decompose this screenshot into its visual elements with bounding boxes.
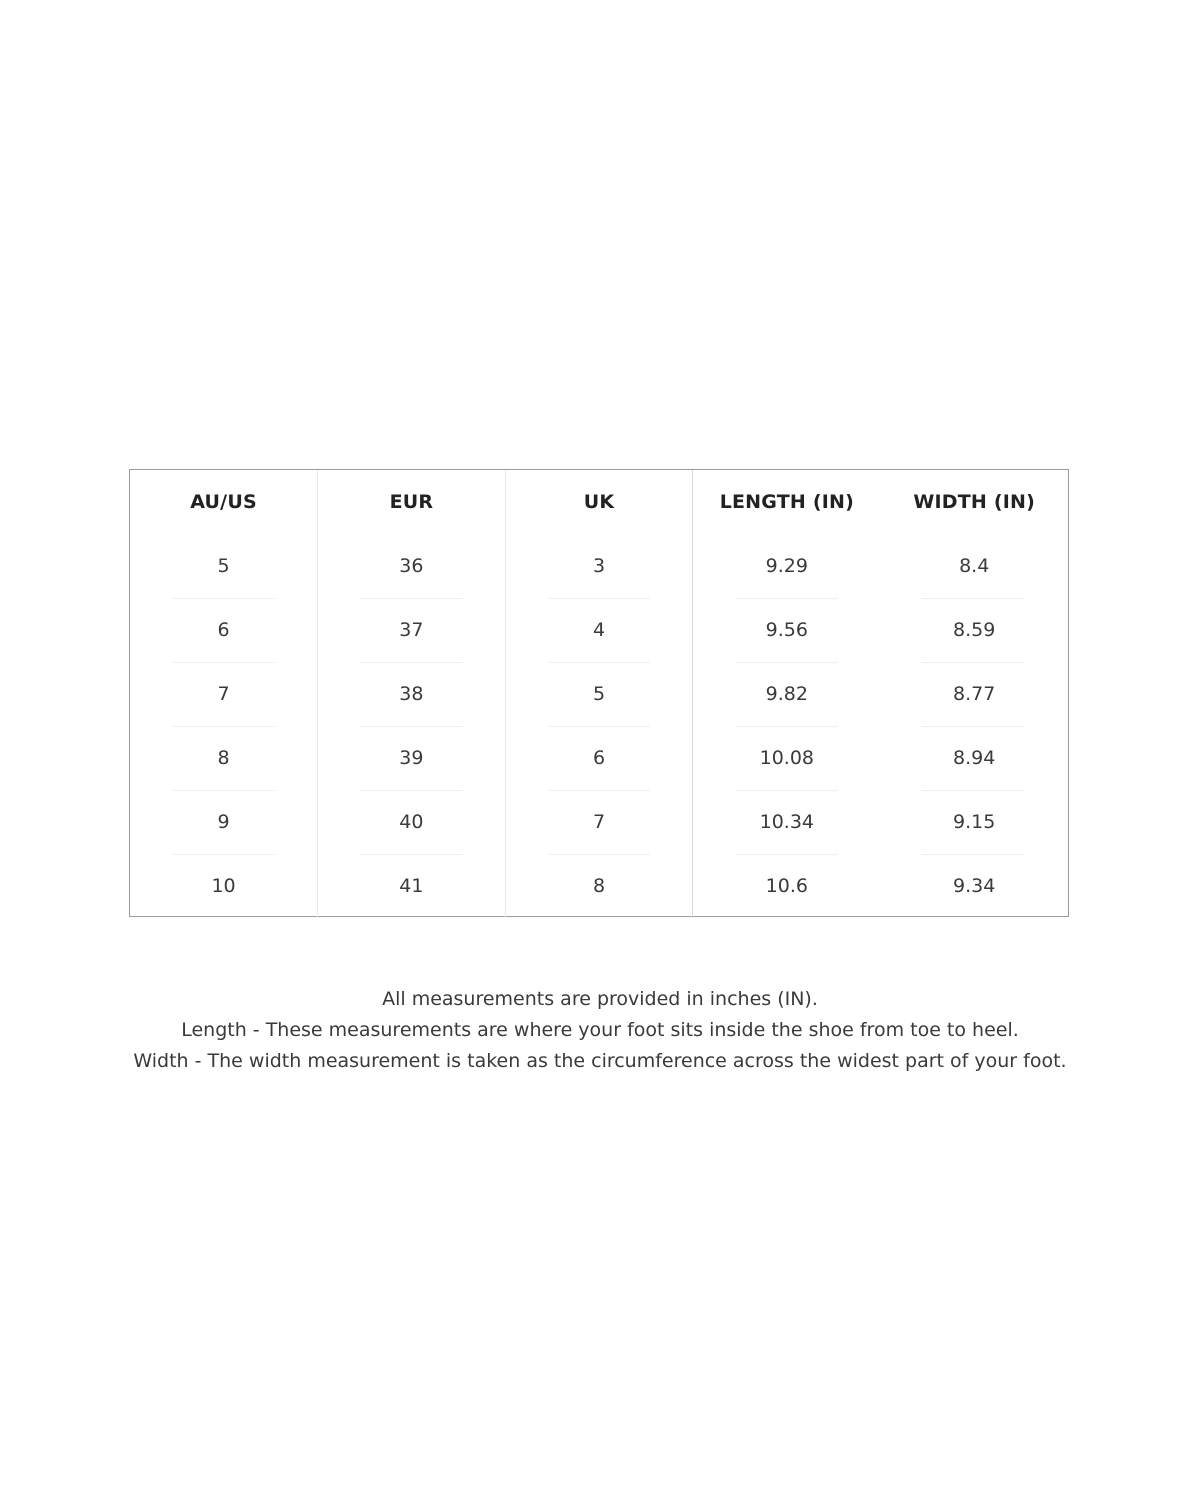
cell-length: 9.82 [693,662,881,726]
header-uk: UK [505,470,693,534]
cell-length: 9.56 [693,598,881,662]
header-au-us: AU/US [190,491,257,513]
cell-au-us: 5 [217,555,230,577]
cell-width: 8.59 [880,598,1068,662]
header-width: WIDTH (IN) [913,491,1035,513]
table-row [130,662,1068,726]
cell-eur: 40 [318,790,506,854]
cell-width: 9.34 [880,854,1068,918]
cell-au-us: 9 [130,790,318,854]
cell-uk: 6 [505,726,693,790]
size-chart [129,469,1069,917]
cell-length: 9.29 [693,534,881,598]
cell-au-us: 6 [130,598,318,662]
cell-uk: 7 [505,790,693,854]
header-length: LENGTH (IN) [693,470,881,534]
cell-width: 8.4 [959,555,990,577]
cell-eur: 39 [318,726,506,790]
cell-eur: 41 [318,854,506,918]
cell-uk: 4 [505,598,693,662]
cell-width: 8.94 [880,726,1068,790]
length-note: Length - These measurements are where your foot sits inside the shoe from toe to heel. [181,1019,1019,1041]
cell-uk: 5 [505,662,693,726]
table-row [130,726,1068,790]
cell-length: 10.6 [693,854,881,918]
header-row [130,470,1068,534]
measurement-notes [0,984,1200,1077]
cell-uk: 8 [505,854,693,918]
header-eur: EUR [318,470,506,534]
table-row [130,854,1068,918]
size-chart-table [130,470,1068,918]
cell-uk: 3 [505,534,693,598]
cell-au-us: 8 [130,726,318,790]
table-row [130,598,1068,662]
table-row [130,790,1068,854]
cell-width: 8.77 [880,662,1068,726]
cell-width: 9.15 [880,790,1068,854]
cell-eur: 36 [318,534,506,598]
table-row [130,534,1068,598]
cell-eur: 37 [318,598,506,662]
cell-au-us: 7 [130,662,318,726]
units-note: All measurements are provided in inches (IN). [382,988,818,1010]
cell-length: 10.08 [693,726,881,790]
cell-eur: 38 [318,662,506,726]
cell-au-us: 10 [130,854,318,918]
width-note: Width - The width measurement is taken as the circumference across the widest part of your foot. [133,1050,1067,1072]
cell-length: 10.34 [693,790,881,854]
